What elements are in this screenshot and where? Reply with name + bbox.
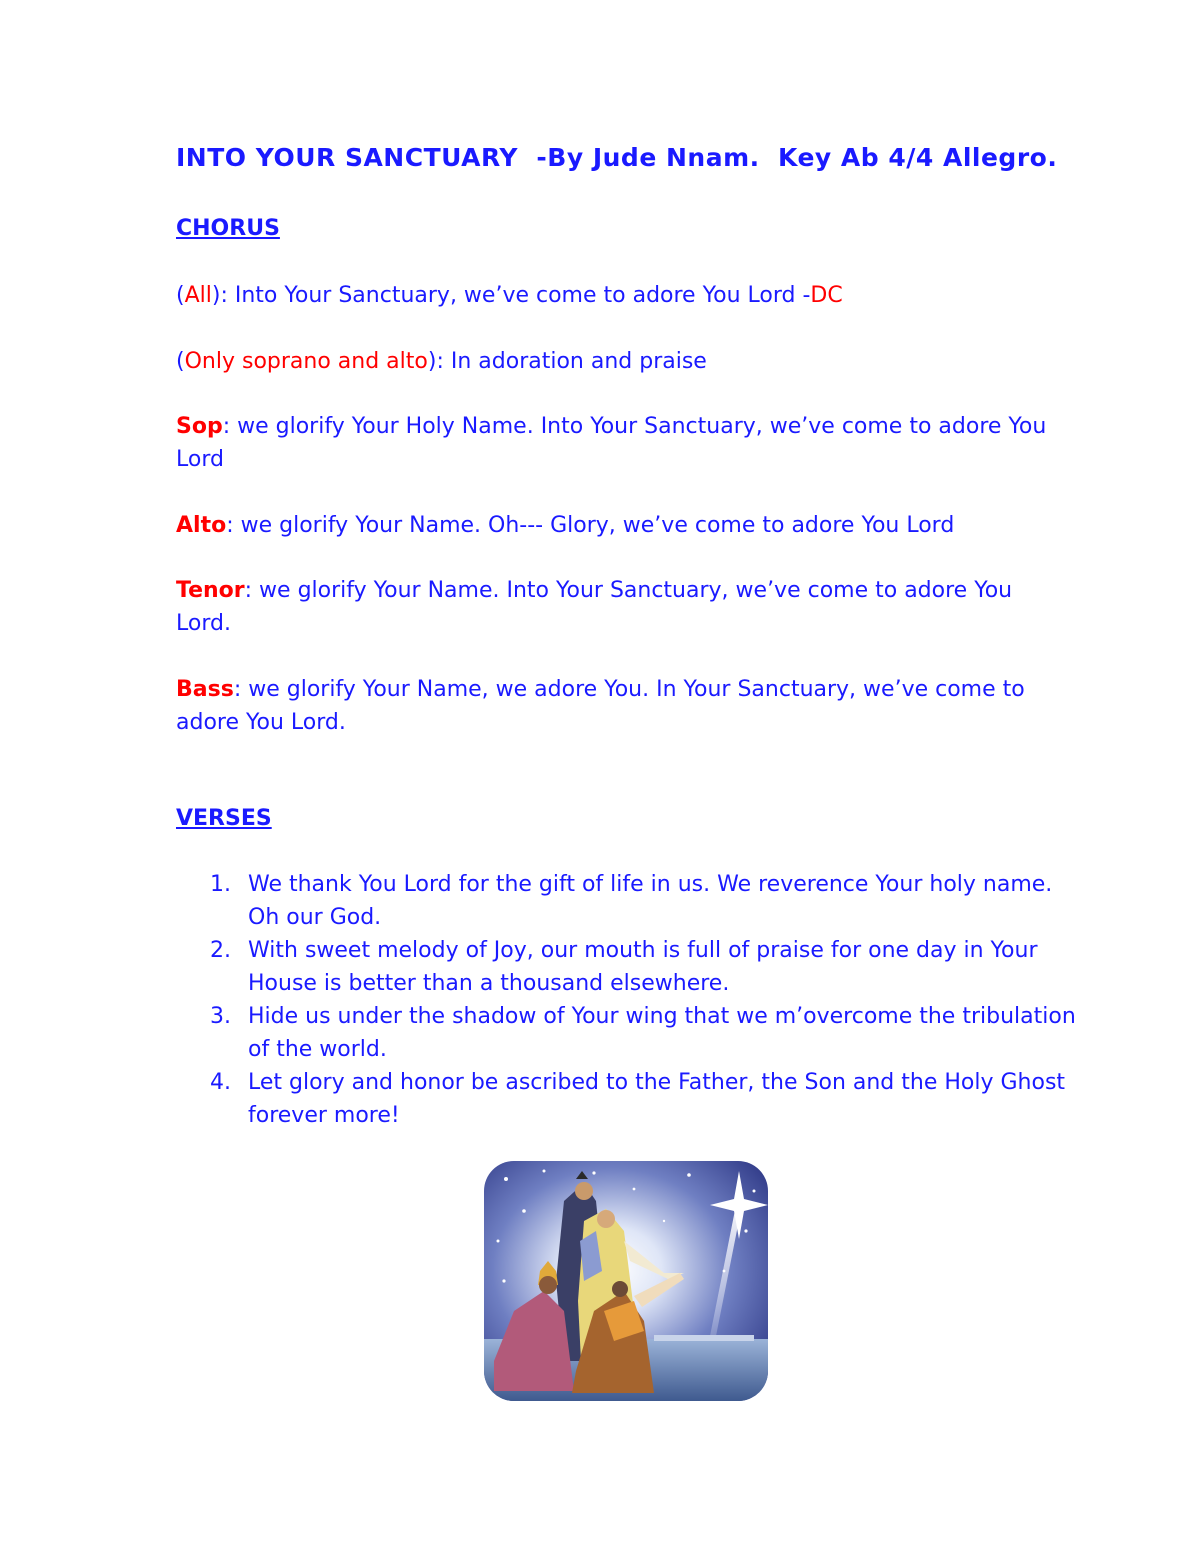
- all-text: Into Your Sanctuary, we’ve come to adore You Lord -: [234, 283, 811, 308]
- verses-list: [176, 868, 1076, 1132]
- chorus-all-line: [176, 279, 1056, 312]
- alto-label: Alto: [176, 513, 227, 538]
- verse-text: Hide us under the shadow of Your wing that we m’overcome the tribulation of the world.: [248, 1004, 1076, 1062]
- only-text: In adoration and praise: [450, 349, 707, 374]
- chorus-sop-line: [176, 410, 1056, 476]
- bass-text: : we glorify Your Name, we adore You. In Your Sanctuary, we’ve come to adore You Lord.: [176, 677, 1025, 735]
- verse-item: [176, 1000, 1076, 1066]
- chorus-alto-line: [176, 509, 1056, 542]
- dc-marker: DC: [810, 283, 843, 308]
- verse-number: 3.: [210, 1004, 231, 1029]
- only-label: Only soprano and alto: [184, 349, 428, 374]
- paren-open: (: [176, 349, 185, 374]
- chorus-tenor-line: [176, 574, 1056, 640]
- verse-text: With sweet melody of Joy, our mouth is full of praise for one day in Your House is better than a thousand elsewhere.: [248, 938, 1038, 996]
- chorus-only-line: [176, 345, 1056, 378]
- chorus-bass-line: [176, 673, 1056, 739]
- verse-text: We thank You Lord for the gift of life in us. We reverence Your holy name. Oh our God.: [248, 872, 1053, 930]
- tenor-label: Tenor: [176, 578, 245, 603]
- verse-number: 4.: [210, 1070, 231, 1095]
- sop-label: Sop: [176, 414, 223, 439]
- verse-item: [176, 868, 1076, 934]
- verse-item: [176, 934, 1076, 1000]
- paren-open: (: [176, 283, 185, 308]
- song-title: INTO YOUR SANCTUARY -By Jude Nnam. Key Ab 4/4 Allegro.: [176, 143, 1058, 172]
- paren-close: ):: [211, 283, 235, 308]
- verse-text: Let glory and honor be ascribed to the Father, the Son and the Holy Ghost forever more!: [248, 1070, 1066, 1128]
- tenor-text: : we glorify Your Name. Into Your Sanctuary, we’ve come to adore You Lord.: [176, 578, 1013, 636]
- alto-text: : we glorify Your Name. Oh--- Glory, we’ve come to adore You Lord: [226, 513, 955, 538]
- verse-number: 1.: [210, 872, 231, 897]
- wise-men-clipart-image: [484, 1161, 768, 1401]
- verse-item: [176, 1066, 1076, 1132]
- verse-number: 2.: [210, 938, 231, 963]
- verses-heading: VERSES: [176, 806, 272, 831]
- bass-label: Bass: [176, 677, 234, 702]
- wise-men-illustration: [484, 1161, 768, 1401]
- sop-text: : we glorify Your Holy Name. Into Your Sanctuary, we’ve come to adore You Lord: [176, 414, 1047, 472]
- paren-close: ):: [427, 349, 451, 374]
- all-label: All: [184, 283, 212, 308]
- chorus-heading: CHORUS: [176, 216, 280, 241]
